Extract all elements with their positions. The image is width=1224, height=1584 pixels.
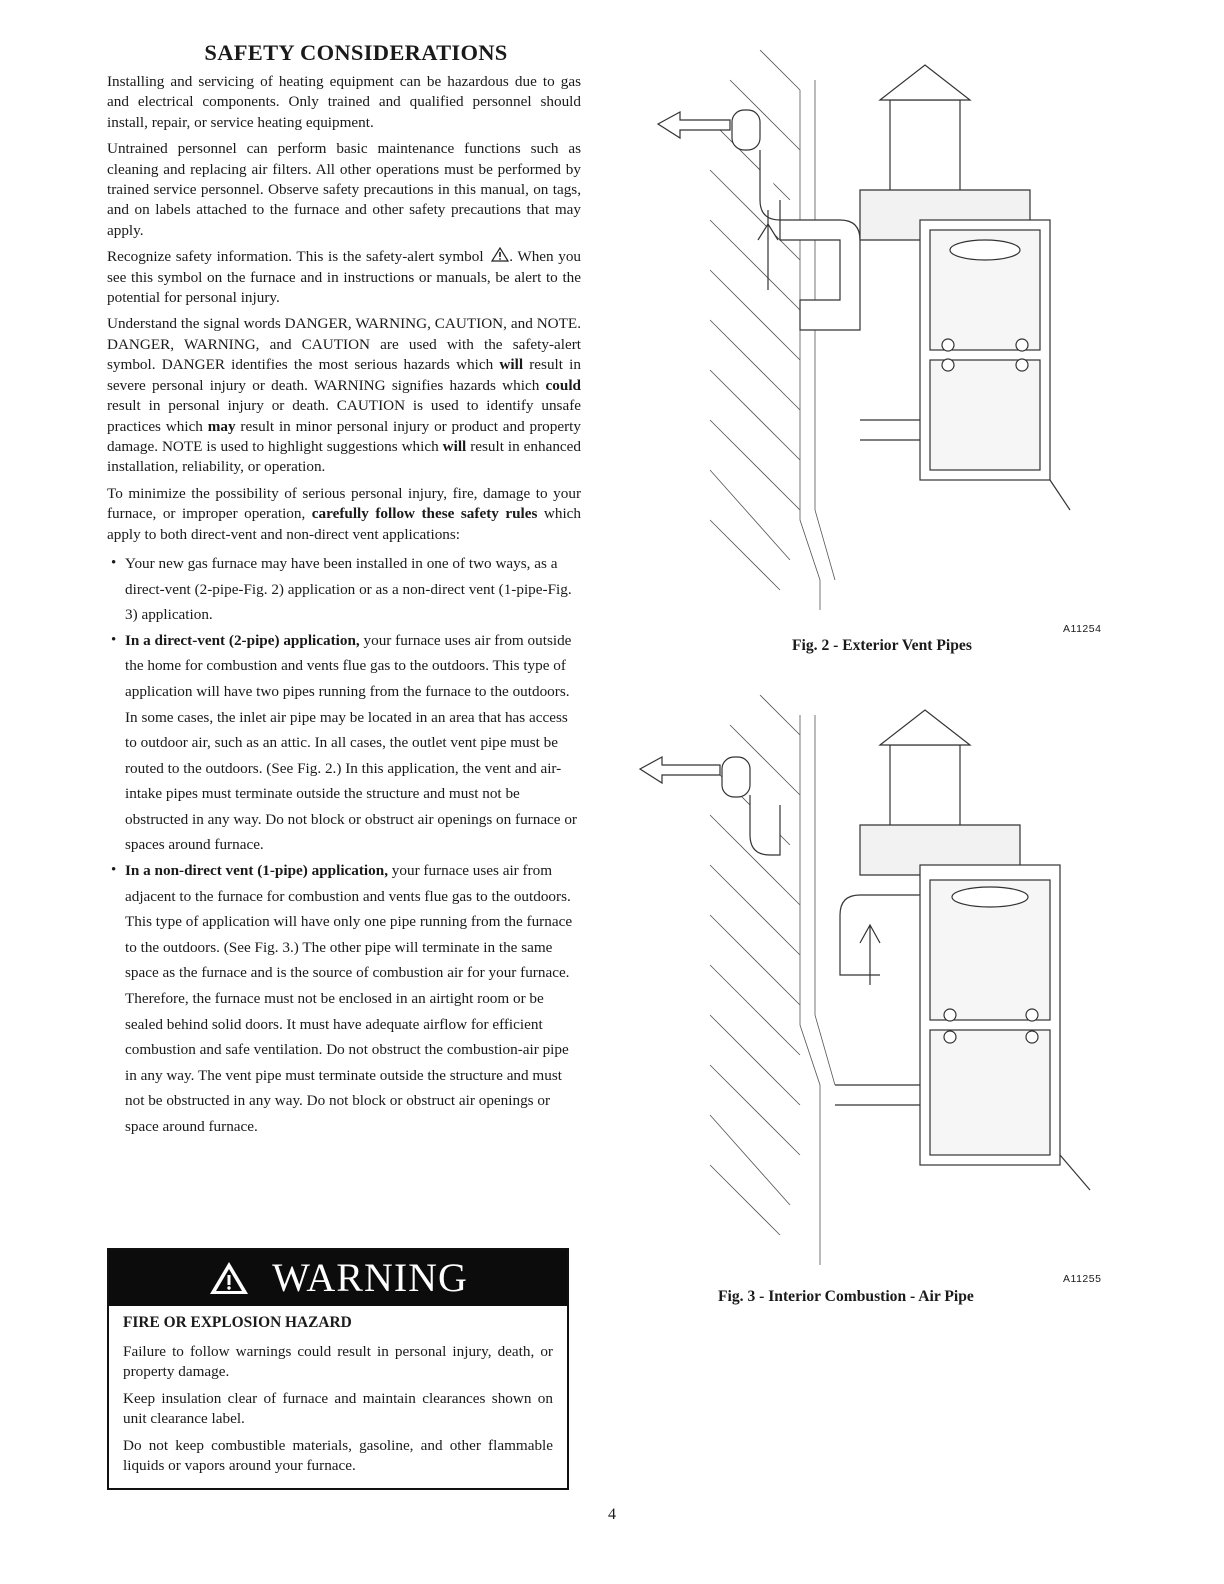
- warning-triangle-icon: [208, 1260, 250, 1296]
- figure-exterior-vent-pipes: [650, 40, 1110, 610]
- paragraph-safety-symbol: Recognize safety information. This is the safety-alert symbol . When you see this symbol on the furnace and in instructions or manuals, be alert to the potential for personal injury.: [107, 248, 582, 307]
- list-item: • Your new gas furnace may have been installed in one of two ways, as a direct-vent (2-pipe-Fig. 2) application or as a non-direct vent (1-pipe-Fig. 3) application.: [107, 551, 581, 628]
- warning-line: Failure to follow warnings could result in personal injury, death, or property damage.: [123, 1343, 553, 1381]
- figure-interior-combustion-air-pipe: [620, 685, 1110, 1270]
- furnace-illustration: [620, 685, 1110, 1270]
- warning-header: [109, 1250, 567, 1306]
- safety-alert-icon: [491, 247, 509, 262]
- list-item: • In a direct-vent (2-pipe) application, your furnace uses air from outside the home for combustion and vents flue gas to the outdoors. This type of application will have two pipes running from the furnace to the outdoors. In some cases, the inlet air pipe may be located in an area that has access to outdoor air, such as an attic. In all cases, the outlet vent pipe must be routed to the outdoors. (See Fig. 2.) In this application, the vent and air-intake pipes must terminate outside the structure and must not be obstructed in any way. Do not block or obstruct air openings on furnace or spaces around furnace.: [107, 628, 581, 858]
- warning-line: Keep insulation clear of furnace and maintain clearances shown on unit clearance label.: [123, 1389, 553, 1428]
- figure-caption: Fig. 2 - Exterior Vent Pipes: [792, 637, 972, 654]
- paragraph-personnel: Untrained personnel can perform basic maintenance functions such as cleaning and replacing air filters. All other operations must be performed by trained service personnel. Observe safety precautions in this manual, on tags, and on labels attached to the furnace and other safety precautions that may apply.: [107, 140, 581, 239]
- warning-title: WARNING: [272, 1255, 468, 1300]
- warning-box: [107, 1248, 569, 1490]
- figure-code: A11255: [1063, 1273, 1102, 1285]
- section-title: SAFETY CONSIDERATIONS: [204, 40, 508, 65]
- left-column: [107, 40, 581, 1140]
- safety-rules-list: [107, 551, 581, 1140]
- figure-caption: Fig. 3 - Interior Combustion - Air Pipe: [718, 1288, 974, 1305]
- hazard-title: FIRE OR EXPLOSION HAZARD: [123, 1314, 352, 1331]
- paragraph-signal-words: Understand the signal words DANGER, WARNING, CAUTION, and NOTE. DANGER, WARNING, and CAUTION are used with the safety-alert symbol. DANGER identifies the most serious hazards which will result in severe personal injury or death. WARNING signifies hazards which could result in personal injury or death. CAUTION is used to identify unsafe practices which may result in minor personal injury or product and property damage. NOTE is used to highlight suggestions which will result in enhanced installation, reliability, or operation.: [107, 315, 581, 476]
- paragraph-intro: Installing and servicing of heating equipment can be hazardous due to gas and electrical components. Only trained and qualified personnel should install, repair, or service heating equipment.: [107, 73, 581, 131]
- figure-code: A11254: [1063, 623, 1102, 635]
- warning-content: [109, 1306, 567, 1476]
- page-number: 4: [608, 1506, 616, 1523]
- warning-line: Do not keep combustible materials, gasoline, and other flammable liquids or vapors around your furnace.: [123, 1436, 553, 1475]
- furnace-illustration: [650, 40, 1110, 610]
- list-item: • In a non-direct vent (1-pipe) application, your furnace uses air from adjacent to the furnace for combustion and vents flue gas to the outdoors. This type of application will have only one pipe running from the furnace to the outdoors. (See Fig. 3.) The other pipe will terminate in the same space as the furnace and is the source of combustion air for your furnace. Therefore, the furnace must not be enclosed in an airtight room or be sealed behind solid doors. It must have adequate airflow for efficient combustion and safe ventilation. Do not obstruct the combustion-air pipe in any way. The vent pipe must terminate outside the structure and must not be obstructed in any way. Do not block or obstruct air openings or space around furnace.: [107, 858, 581, 1140]
- paragraph-safety-rules: To minimize the possibility of serious personal injury, fire, damage to your furnace, or improper operation, carefully follow these safety rules which apply to both direct-vent and non-direct vent applications:: [107, 484, 582, 543]
